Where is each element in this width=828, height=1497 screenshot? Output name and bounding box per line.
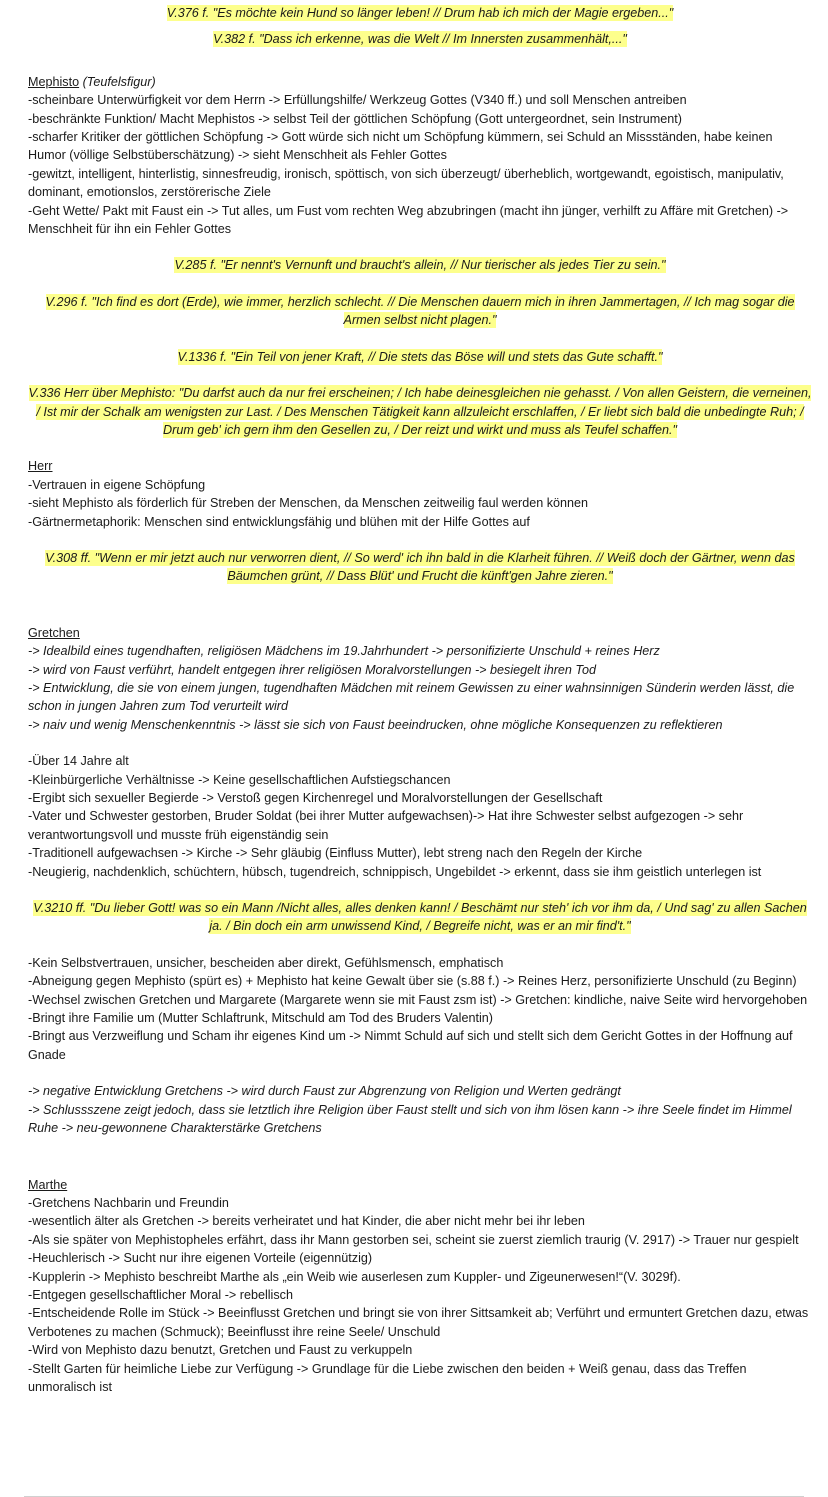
marthe-title: Marthe — [28, 1177, 68, 1192]
gretchen-line: -Ergibt sich sexueller Begierde -> Verstoß gegen Kirchenregel und Moralvorstellungen der Gesellschaft — [28, 791, 603, 805]
marthe-heading — [28, 1176, 812, 1194]
marthe-line: -Wird von Mephisto dazu benutzt, Gretchen und Faust zu verkuppeln — [28, 1343, 413, 1358]
gretchen-line: -Bringt ihre Familie um (Mutter Schlaftrunk, Mitschuld am Tod des Bruders Valentin) — [28, 1011, 493, 1026]
marthe-line: -Stellt Garten für heimliche Liebe zur Verfügung -> Grundlage für die Liebe zwischen den beiden + Weiß genau, dass das Treffen unmoralisch ist — [28, 1361, 747, 1394]
gretchen-line: -Kleinbürgerliche Verhältnisse -> Keine gesellschaftlichen Aufstiegschancen — [28, 772, 451, 787]
intro-quote-376: V.376 f. "Es möchte kein Hund so länger leben! // Drum hab ich mich der Magie ergeben..." — [166, 6, 674, 20]
mephisto-line: -scheinbare Unterwürfigkeit vor dem Herrn -> Erfüllungshilfe/ Werkzeug Gottes (V340 ff.) und soll Menschen antreiben — [28, 93, 687, 108]
intro-quote-382: V.382 f. "Dass ich erkenne, was die Welt // Im Innersten zusammenhält,..." — [213, 32, 627, 47]
gretchen-line: -Abneigung gegen Mephisto (spürt es) + Mephisto hat keine Gewalt über sie (s.88 f.) -> Reines Herz, personifizierte Unschuld (zu Beginn) — [28, 974, 797, 989]
mephisto-line: -scharfer Kritiker der göttlichen Schöpfung -> Gott würde sich nicht um Schöpfung kümmern, sei Schuld an Missständen, habe keinen Humor (völlige Selbstüberschätzung) -> sieht Menschheit als Fehler Gottes — [28, 130, 773, 163]
gretchen-line: -Neugierig, nachdenklich, schüchtern, hübsch, tugendreich, schnippisch, Ungebildet -> erkennt, dass sie ihm geistlich unterlegen ist — [28, 864, 762, 879]
herr-line: -Gärtnermetaphorik: Menschen sind entwicklungsfähig und blühen mit der Hilfe Gottes auf — [28, 514, 530, 529]
gretchen-summary-line: -> negative Entwicklung Gretchens -> wird durch Faust zur Abgrenzung von Religion und Werten gedrängt — [28, 1084, 621, 1099]
gretchen-intro-line: -> Idealbild eines tugendhaften, religiösen Mädchens im 19.Jahrhundert -> personifizierte Unschuld + reines Herz — [28, 644, 660, 659]
marthe-line: -Gretchens Nachbarin und Freundin — [28, 1195, 229, 1210]
mephisto-subtitle: (Teufelsfigur) — [82, 74, 156, 89]
marthe-line: -Heuchlerisch -> Sucht nur ihre eigenen Vorteile (eigennützig) — [28, 1251, 373, 1266]
mephisto-line: -beschränkte Funktion/ Macht Mephistos -> selbst Teil der göttlichen Schöpfung (Gott untergeordnet, sein Instrument) — [28, 111, 682, 126]
gretchen-line: -Traditionell aufgewachsen -> Kirche -> Sehr gläubig (Einfluss Mutter), lebt streng nach den Regeln der Kirche — [28, 846, 643, 861]
herr-line: -sieht Mephisto als förderlich für Streben der Menschen, da Menschen zeitweilig faul werden können — [28, 496, 589, 511]
mephisto-quote-296: V.296 f. "Ich find es dort (Erde), wie immer, herzlich schlecht. // Die Menschen dauern mich in ihren Jammertagen, // Ich mag sogar die Armen selbst nicht plagen." — [45, 294, 795, 328]
mephisto-quote-285: V.285 f. "Er nennt's Vernunft und braucht's allein, // Nur tierischer als jedes Tier zu sein." — [174, 258, 666, 273]
gretchen-intro-line: -> wird von Faust verführt, handelt entgegen ihrer religiösen Moralvorstellungen -> besiegelt ihren Tod — [28, 662, 596, 677]
marthe-line: -Entgegen gesellschaftlicher Moral -> rebellisch — [28, 1287, 293, 1302]
gretchen-intro-line: -> Entwicklung, die sie von einem jungen, tugendhaften Mädchen mit reinem Gewissen zu einer wahnsinnigen Sünderin werden lässt, die schon in jungen Jahren zum Tod verurteilt wird — [28, 680, 795, 714]
gretchen-title: Gretchen — [28, 625, 80, 640]
gretchen-quote-3210: V.3210 ff. "Du lieber Gott! was so ein Mann /Nicht alles, alles denken kann! / Beschämt nur steh' ich vor ihm da, / Und sag' zu allen Sachen ja. / Bin doch ein arm unwissend Kind, / Begreife nicht, was er an mir find't." — [33, 901, 807, 934]
gretchen-summary-line: -> Schlussszene zeigt jedoch, dass sie letztlich ihre Religion über Faust stellt und sich von ihm lösen kann -> ihre Seele findet im Himmel Ruhe -> neu-gewonnene Charakterstärke Gretchens — [28, 1102, 792, 1136]
marthe-line: -Als sie später von Mephistopheles erfährt, dass ihr Mann gestorben sei, scheint sie zuerst ziemlich traurig (V. 2917) -> Trauer nur gespielt — [28, 1232, 799, 1247]
mephisto-quote-336: V.336 Herr über Mephisto: "Du darfst auch da nur frei erscheinen; / Ich habe deinesgleichen nie gehasst. / Von allen Geistern, die verneinen, / Ist mir der Schalk am wenigsten zur Last. / Des Menschen Tätigkeit kann allzuleicht erschlaffen, / Er liebt sich bald die unbedingte Ruh; / Drum geb' ich gern ihm den Gesellen zu, / Der reizt und wirkt und muss als Teufel schaffen." — [28, 386, 812, 437]
mephisto-title: Mephisto — [28, 74, 80, 89]
marthe-line: -Entscheidende Rolle im Stück -> Beeinflusst Gretchen und bringt sie von ihrer Sittsamkeit ab; Verführt und ermuntert Gretchen dazu, etwas Verbotenes zu machen (Schmuck); Beeinflusst ihre reine Seele/ Unschuld — [28, 1306, 809, 1339]
mephisto-quote-1336: V.1336 f. "Ein Teil von jener Kraft, // Die stets das Böse will und stets das Gute schafft." — [177, 349, 663, 364]
gretchen-line: -Über 14 Jahre alt — [28, 754, 129, 769]
mephisto-heading — [28, 73, 812, 91]
marthe-line: -wesentlich älter als Gretchen -> bereits verheiratet und hat Kinder, die aber nicht mehr bei ihr leben — [28, 1214, 585, 1229]
herr-line: -Vertrauen in eigene Schöpfung — [28, 477, 206, 492]
herr-title: Herr — [28, 459, 53, 474]
herr-quote-308: V.308 ff. "Wenn er mir jetzt auch nur verworren dient, // So werd' ich ihn bald in die Klarheit führen. // Weiß doch der Gärtner, wenn das Bäumchen grünt, // Dass Blüt' und Frucht die künft'gen Jahre zieren." — [45, 550, 795, 584]
gretchen-line: -Wechsel zwischen Gretchen und Margarete (Margarete wenn sie mit Faust zsm ist) -> Gretchen: kindliche, naive Seite wird hervorgehoben — [28, 992, 808, 1007]
gretchen-intro-line: -> naiv und wenig Menschenkenntnis -> lässt sie sich von Faust beeindrucken, ohne mögliche Konsequenzen zu reflektieren — [28, 717, 723, 732]
gretchen-heading — [28, 624, 812, 642]
mephisto-line: -Geht Wette/ Pakt mit Faust ein -> Tut alles, um Fust vom rechten Weg abzubringen (macht ihn jünger, verhilft zu Affäre mit Gretchen) -> Menschheit für ihn ein Fehler Gottes — [28, 203, 789, 237]
gretchen-line: -Kein Selbstvertrauen, unsicher, bescheiden aber direkt, Gefühlsmensch, emphatisch — [28, 955, 504, 970]
gretchen-line: -Bringt aus Verzweiflung und Scham ihr eigenes Kind um -> Nimmt Schuld auf sich und stellt sich dem Gericht Gottes in der Hoffnung auf Gnade — [28, 1029, 793, 1062]
mephisto-line: -gewitzt, intelligent, hinterlistig, sinnesfreudig, ironisch, spöttisch, von sich überzeugt/ überheblich, wortgewandt, egoistisch, manipulativ, dominant, emotionslos, zerstörerische Ziele — [28, 166, 784, 200]
marthe-line: -Kupplerin -> Mephisto beschreibt Marthe als „ein Weib wie auserlesen zum Kuppler- und Zigeunerwesen!“(V. 3029f). — [28, 1269, 681, 1284]
gretchen-line: -Vater und Schwester gestorben, Bruder Soldat (bei ihrer Mutter aufgewachsen)-> Hat ihre Schwester selbst aufgezogen -> sehr verantwortungsvoll und musste früh eigenständig sein — [28, 809, 744, 842]
herr-heading — [28, 457, 812, 475]
